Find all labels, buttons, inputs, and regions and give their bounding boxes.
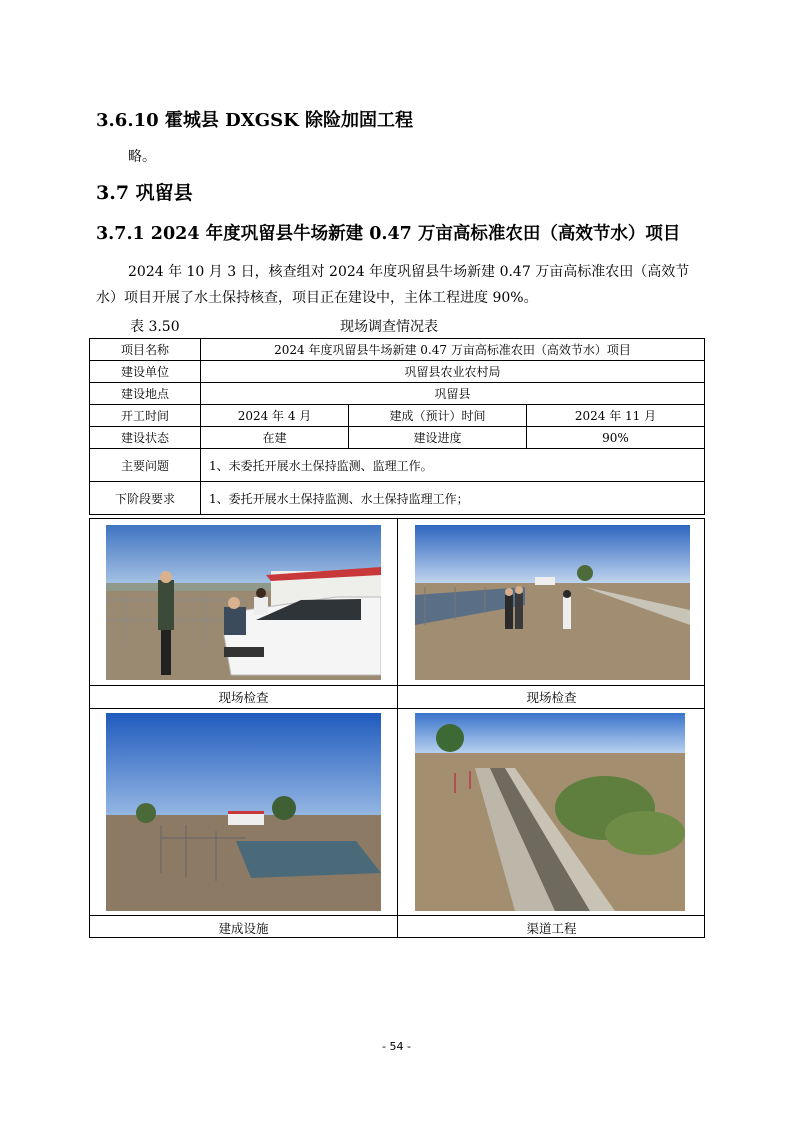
location-label: 建设地点 bbox=[90, 383, 201, 405]
unit-value: 巩留县农业农村局 bbox=[201, 361, 705, 383]
start-value: 2024 年 4 月 bbox=[201, 405, 349, 427]
grid-divider bbox=[90, 915, 704, 916]
start-label: 开工时间 bbox=[90, 405, 201, 427]
progress-label: 建设进度 bbox=[349, 427, 527, 449]
status-label: 建设状态 bbox=[90, 427, 201, 449]
photo-site-inspection-2 bbox=[415, 525, 690, 680]
table-row bbox=[90, 449, 705, 482]
issues-label: 主要问题 bbox=[90, 449, 201, 482]
photo-caption: 渠道工程 bbox=[526, 921, 577, 936]
table-row bbox=[90, 482, 705, 515]
section-heading-3-7: 3.7 巩留县 bbox=[96, 182, 193, 204]
table-title: 现场调查情况表 bbox=[340, 319, 438, 335]
project-name-label: 项目名称 bbox=[90, 339, 201, 361]
progress-value: 90% bbox=[527, 427, 705, 449]
table-number: 表 3.50 bbox=[130, 319, 180, 335]
table-row bbox=[90, 427, 705, 449]
photo-channel-works bbox=[415, 713, 685, 911]
finish-value: 2024 年 11 月 bbox=[527, 405, 705, 427]
grid-divider bbox=[90, 685, 704, 686]
body-paragraph: 2024 年 10 月 3 日，核查组对 2024 年度巩留县牛场新建 0.47 万亩高标准农田（高效节水）项目开展了水土保持核查，项目正在建设中，主体工程进度 90%。 bbox=[96, 264, 690, 306]
section-heading-3-6-10: 3.6.10 霍城县 DXGSK 除险加固工程 bbox=[96, 110, 414, 131]
photo-caption: 现场检查 bbox=[218, 690, 269, 705]
unit-label: 建设单位 bbox=[90, 361, 201, 383]
photo-completed-facility bbox=[106, 713, 381, 911]
table-row bbox=[90, 383, 705, 405]
survey-table bbox=[89, 338, 705, 515]
page-number: - 54 - bbox=[382, 1040, 411, 1053]
grid-divider bbox=[90, 708, 704, 709]
photo-caption: 建成设施 bbox=[218, 921, 269, 936]
next-value: 1、委托开展水土保持监测、水土保持监理工作； bbox=[201, 482, 705, 515]
table-row bbox=[90, 339, 705, 361]
section-heading-3-7-1: 3.7.1 2024 年度巩留县牛场新建 0.47 万亩高标准农田（高效节水）项目 bbox=[96, 224, 681, 244]
table-row bbox=[90, 405, 705, 427]
omitted-text: 略。 bbox=[128, 149, 156, 165]
photo-grid bbox=[89, 518, 705, 938]
photo-caption: 现场检查 bbox=[526, 690, 577, 705]
status-value: 在建 bbox=[201, 427, 349, 449]
finish-label: 建成（预计）时间 bbox=[349, 405, 527, 427]
next-label: 下阶段要求 bbox=[90, 482, 201, 515]
location-value: 巩留县 bbox=[201, 383, 705, 405]
project-name-value: 2024 年度巩留县牛场新建 0.47 万亩高标准农田（高效节水）项目 bbox=[201, 339, 705, 361]
table-row bbox=[90, 361, 705, 383]
photo-site-inspection-1 bbox=[106, 525, 381, 680]
grid-divider bbox=[397, 519, 398, 937]
issues-value: 1、未委托开展水土保持监测、监理工作。 bbox=[201, 449, 705, 482]
